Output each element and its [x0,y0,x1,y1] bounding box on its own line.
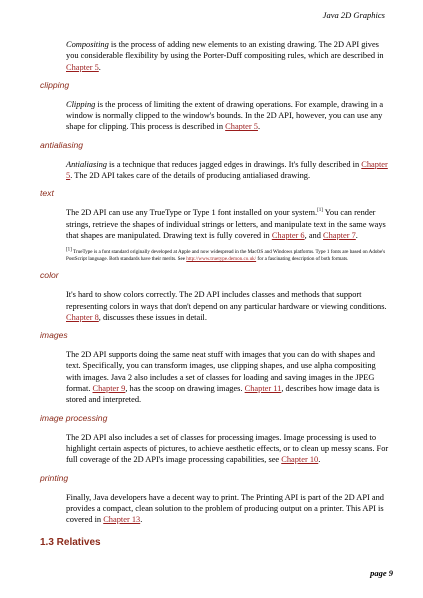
chapter-7-link[interactable]: Chapter 7 [323,230,356,240]
compositing-text: is the process of adding new elements to an existing drawing. The 2D API gives you considerable flexibility by using the Porter-Duff compositing rules, which are described in [66,40,384,61]
chapter-9-link[interactable]: Chapter 9 [92,384,126,394]
color-end: , discusses these issues in detail. [98,312,207,322]
chapter-10-link[interactable]: Chapter 10 [281,455,319,465]
images-text: The 2D API supports doing the same neat stuff with images that you can do with shapes and text. Specifically, you can transform images, use clipping shapes, and use alpha compositing with images. Java 2 also includes a set of classes for loading and saving images in the JPEG format. [66,350,376,394]
chapter-13-link[interactable]: Chapter 13 [103,515,141,525]
chapter-11-link[interactable]: Chapter 11 [244,384,282,394]
clipping-term: Clipping [66,99,96,109]
footnote-text: TrueType is a font standard originally developed at Apple and now widespread in the MacOS and Windows platforms. Type 1 fonts are based on Adobe's PostScript language. Both standards have their merits. See [66,249,386,263]
chapter-5-link-antialiasing[interactable]: Chapter 5 [66,159,388,181]
chapter-6-link[interactable]: Chapter 6 [271,230,305,240]
clipping-paragraph [66,99,390,133]
clipping-heading: clipping [40,79,70,90]
compositing-term: Compositing [66,40,109,49]
printing-paragraph [66,492,390,526]
text-part-2: You can render strings, retrieve the shapes of individual strings or letters, and manipulate text in the same ways that shapes are manipulated. Drawing text is fully covered in [66,208,386,240]
page-content [40,39,390,548]
printing-text: Finally, Java developers have a decent way to print. The Printing API is part of the 2D API and provides a compact, clean solution to the problem of producing output on a printer. This API is covered in [66,492,384,525]
section-heading: 1.3 Relatives [40,537,101,549]
color-paragraph [66,289,390,323]
text-paragraph [66,207,390,241]
footnote-reference[interactable]: [1] [317,208,323,214]
clipping-text: is the process of limiting the extent of drawing operations. For example, drawing in a window is normally clipped to the window's bounds. In the 2D API, however, you can use any shape for clipping. This process is described in [66,99,384,132]
truetype-url-link[interactable]: http://www.truetype.demon.co.uk/ [186,256,257,263]
antialiasing-paragraph [66,159,390,182]
text-mid: , and [304,230,323,240]
text-heading: text [40,188,54,199]
antialiasing-heading: antialiasing [40,139,83,150]
chapter-5-link-clipping[interactable]: Chapter 5 [225,122,258,132]
chapter-8-link[interactable]: Chapter 8 [66,312,99,322]
antialiasing-text: is a technique that reduces jagged edges in drawings. It's fully described in [106,159,362,169]
image-processing-text: The 2D API also includes a set of classes for processing images. Image processing is used to highlight certain aspects of pictures, to achieve aesthetic effects, or to clean up messy scans. For full coverage of the 2D API's image processing capabilities, see [66,432,389,465]
text-part-1: The 2D API can use any TrueType or Type 1 font installed on your system. [66,208,318,218]
compositing-end: . [98,62,101,72]
running-head: Java 2D Graphics [322,10,385,20]
printing-heading: printing [40,472,69,483]
page-number: page 9 [370,568,393,578]
color-heading: color [40,270,59,281]
footnote [66,249,390,263]
antialiasing-end: . The 2D API takes care of the details of producing antialiased drawing. [70,171,311,181]
chapter-5-link-compositing[interactable]: Chapter 5 [66,62,99,72]
images-mid: , has the scoop on drawing images. [125,384,245,394]
clipping-end: . [257,122,261,132]
image-processing-paragraph [66,432,390,466]
compositing-paragraph [66,39,390,73]
images-heading: images [40,330,68,341]
images-end: , describes how image data is stored and interpreted. [66,384,380,405]
printing-end: . [140,515,143,525]
image-processing-end: . [318,455,321,465]
footnote-end: for a fascinating description of both formats. [256,256,349,263]
images-paragraph [66,349,390,405]
footnote-mark: [1] [66,247,72,253]
antialiasing-term: Antialiasing [66,159,107,169]
color-text: It's hard to show colors correctly. The 2D API includes classes and methods that support representing colors in ways that don't depend on any particular hardware or viewing conditions. [66,290,387,311]
text-end: . [355,230,358,240]
image-processing-heading: image processing [40,412,108,423]
